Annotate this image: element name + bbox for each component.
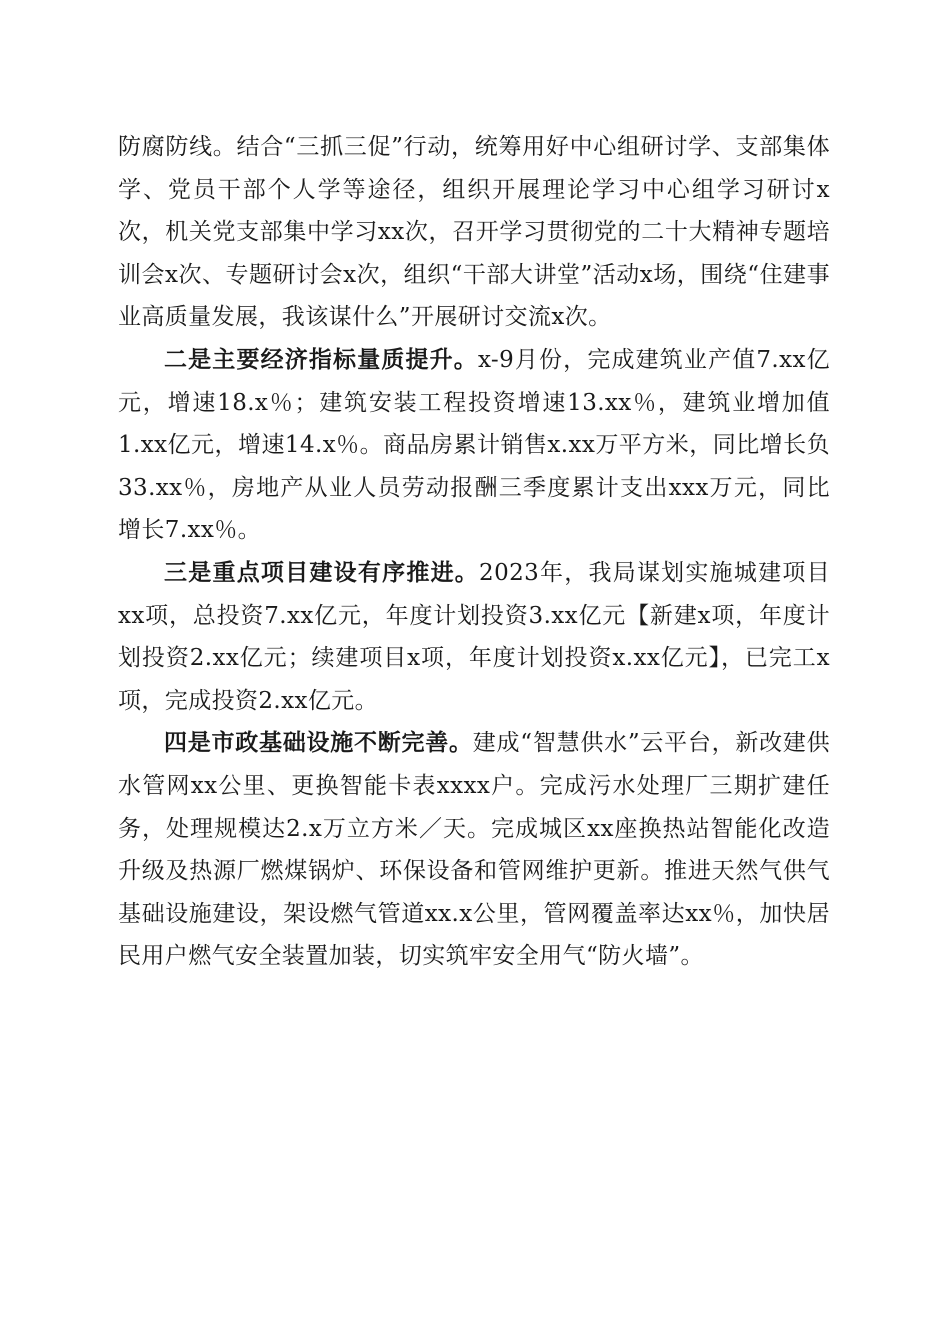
paragraph-infrastructure [118,722,830,978]
paragraph-body: x-9月份，完成建筑业产值7.xx亿元，增速18.x％；建筑安装工程投资增速13.xx％，建筑业增加值1.xx亿元，增速14.x％。商品房累计销售x.xx万平方米，同比增长负33.xx％，房地产从业人员劳动报酬三季度累计支出xxx万元，同比增长7.xx％。 [118,346,831,544]
document-page [118,126,830,978]
paragraph-continuation [118,126,830,339]
paragraph-key-projects [118,552,830,722]
paragraph-economic-indicators [118,339,830,552]
paragraph-body: 建成“智慧供水”云平台，新改建供水管网xx公里、更换智能卡表xxxx户。完成污水处理厂三期扩建任务，处理规模达2.x万立方米／天。完成城区xx座换热站智能化改造升级及热源厂燃煤锅炉、环保设备和管网维护更新。推进天然气供气基础设施建设，架设燃气管道xx.x公里，管网覆盖率达xx％，加快居民用户燃气安全装置加装，切实筑牢安全用气“防火墙”。 [118,730,831,970]
paragraph-heading: 二是主要经济指标量质提升。 [164,345,478,373]
paragraph-heading: 四是市政基础设施不断完善。 [164,729,473,757]
paragraph-body: 防腐防线。结合“三抓三促”行动，统筹用好中心组研讨学、支部集体学、党员干部个人学等途径，组织开展理论学习中心组学习研讨x次，机关党支部集中学习xx次，召开学习贯彻党的二十大精神专题培训会x次、专题研讨会x次，组织“干部大讲堂”活动x场，围绕“住建事业高质量发展，我该谋什么”开展研讨交流x次。 [118,134,830,331]
paragraph-body: 2023年，我局谋划实施城建项目xx项，总投资7.xx亿元，年度计划投资3.xx亿元【新建x项，年度计划投资2.xx亿元；续建项目x项，年度计划投资x.xx亿元】，已完工x项，完成投资2.xx亿元。 [118,559,830,714]
paragraph-heading: 三是重点项目建设有序推进。 [164,558,480,586]
